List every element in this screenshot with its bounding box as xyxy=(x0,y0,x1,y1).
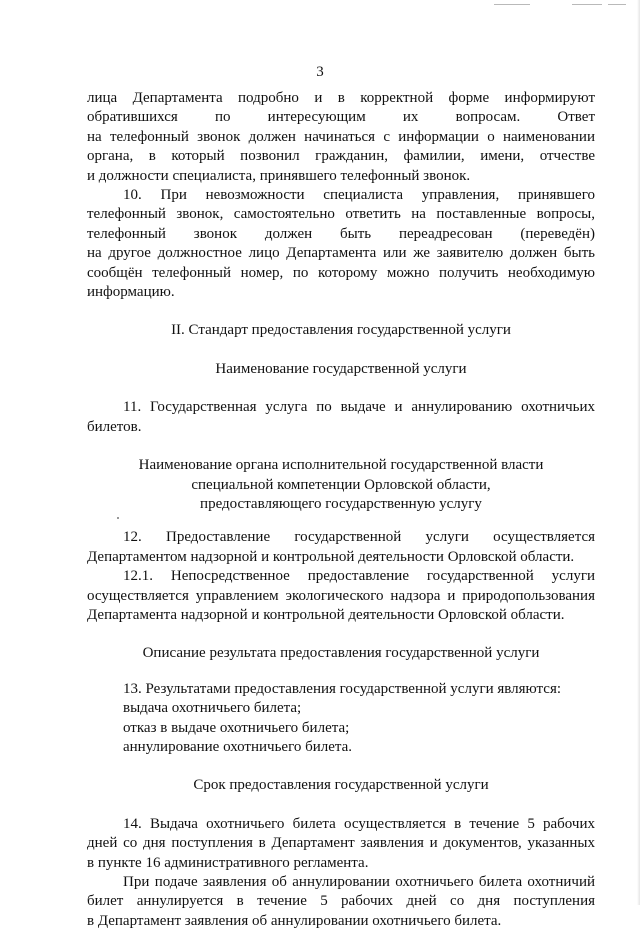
paragraph-continuation xyxy=(87,89,595,186)
text-line: осуществляется управлением экологического надзора и природопользования xyxy=(87,587,595,604)
page-number: 3 xyxy=(316,64,324,80)
text-line: телефонный звонок, самостоятельно ответить на поставленные вопросы, xyxy=(87,206,595,223)
text-line: 10. При невозможности специалиста управления, принявшего xyxy=(123,187,595,204)
text-line: 13. Результатами предоставления государственной услуги являются: xyxy=(123,680,562,697)
text-line: в пункте 16 административного регламента. xyxy=(87,854,369,871)
text-line: обратившихся по интересующим их вопросам. Ответ xyxy=(87,109,595,126)
text-line: Департаментом надзорной и контрольной деятельности Орловской области. xyxy=(87,548,575,565)
list-item: аннулирование охотничьего билета. xyxy=(123,738,353,755)
paragraph-14-annulment xyxy=(87,873,595,931)
paragraph-10 xyxy=(87,186,595,302)
text-line: на телефонный звонок должен начинаться с информации о наименовании xyxy=(87,128,595,145)
text-line: телефонный звонок должен быть переадресован (переведён) xyxy=(87,225,595,242)
document-body xyxy=(87,89,595,931)
scan-speck xyxy=(87,514,595,528)
text-line: Департамента надзорной и контрольной деятельности Орловской области. xyxy=(87,606,565,623)
subsection-heading: Срок предоставления государственной услуги xyxy=(193,777,489,794)
text-line: 12.1. Непосредственное предоставление государственной услуги xyxy=(123,568,595,585)
heading-line: специальной компетенции Орловской области, xyxy=(191,476,491,493)
paragraph-12-1 xyxy=(87,567,595,625)
paragraph-12 xyxy=(87,528,595,567)
section-heading: II. Стандарт предоставления государственной услуги xyxy=(171,322,511,339)
text-line: на другое должностное лицо Департамента или же заявителю должен быть xyxy=(87,245,595,262)
text-line: билетов. xyxy=(87,418,142,435)
text-line: дней со дня поступления в Департамент заявления и документов, указанных xyxy=(87,835,595,852)
subsection-heading: Наименование государственной услуги xyxy=(215,360,467,377)
text-line: билет аннулируется в течение 5 рабочих дней со дня поступления xyxy=(87,893,595,910)
text-line: органа, в который позвонил гражданин, фамилии, имени, отчестве xyxy=(87,148,595,165)
heading-line: Наименование органа исполнительной государственной власти xyxy=(138,457,544,474)
heading-line: предоставляющего государственную услугу xyxy=(200,495,482,512)
paragraph-14 xyxy=(87,815,595,873)
scan-artifact-mark xyxy=(572,4,602,5)
text-line: информацию. xyxy=(87,284,175,301)
subsection-heading-authority xyxy=(87,456,595,514)
paragraph-13 xyxy=(87,680,595,758)
scan-artifact-mark xyxy=(494,4,530,5)
text-line: и должности специалиста, принявшего телефонный звонок. xyxy=(87,167,471,184)
text-line: сообщён телефонный номер, по которому можно получить необходимую xyxy=(87,264,595,281)
text-line: 14. Выдача охотничьего билета осуществляется в течение 5 рабочих xyxy=(123,815,595,832)
text-line: При подаче заявления об аннулировании охотничьего билета охотничий xyxy=(123,874,595,890)
list-item: отказ в выдаче охотничьего билета; xyxy=(123,719,350,736)
scan-artifact-mark xyxy=(608,4,626,5)
list-item: выдача охотничьего билета; xyxy=(123,700,302,717)
subsection-heading: Описание результата предоставления государственной услуги xyxy=(142,645,540,662)
text-line: в Департамент заявления об аннулировании охотничьего билета. xyxy=(87,912,502,929)
text-line: 11. Государственная услуга по выдаче и аннулированию охотничьих xyxy=(123,399,595,416)
paragraph-11 xyxy=(87,398,595,437)
text-line: 12. Предоставление государственной услуги осуществляется xyxy=(123,529,595,546)
text-line: лица Департамента подробно и в корректной форме информируют xyxy=(87,90,595,106)
